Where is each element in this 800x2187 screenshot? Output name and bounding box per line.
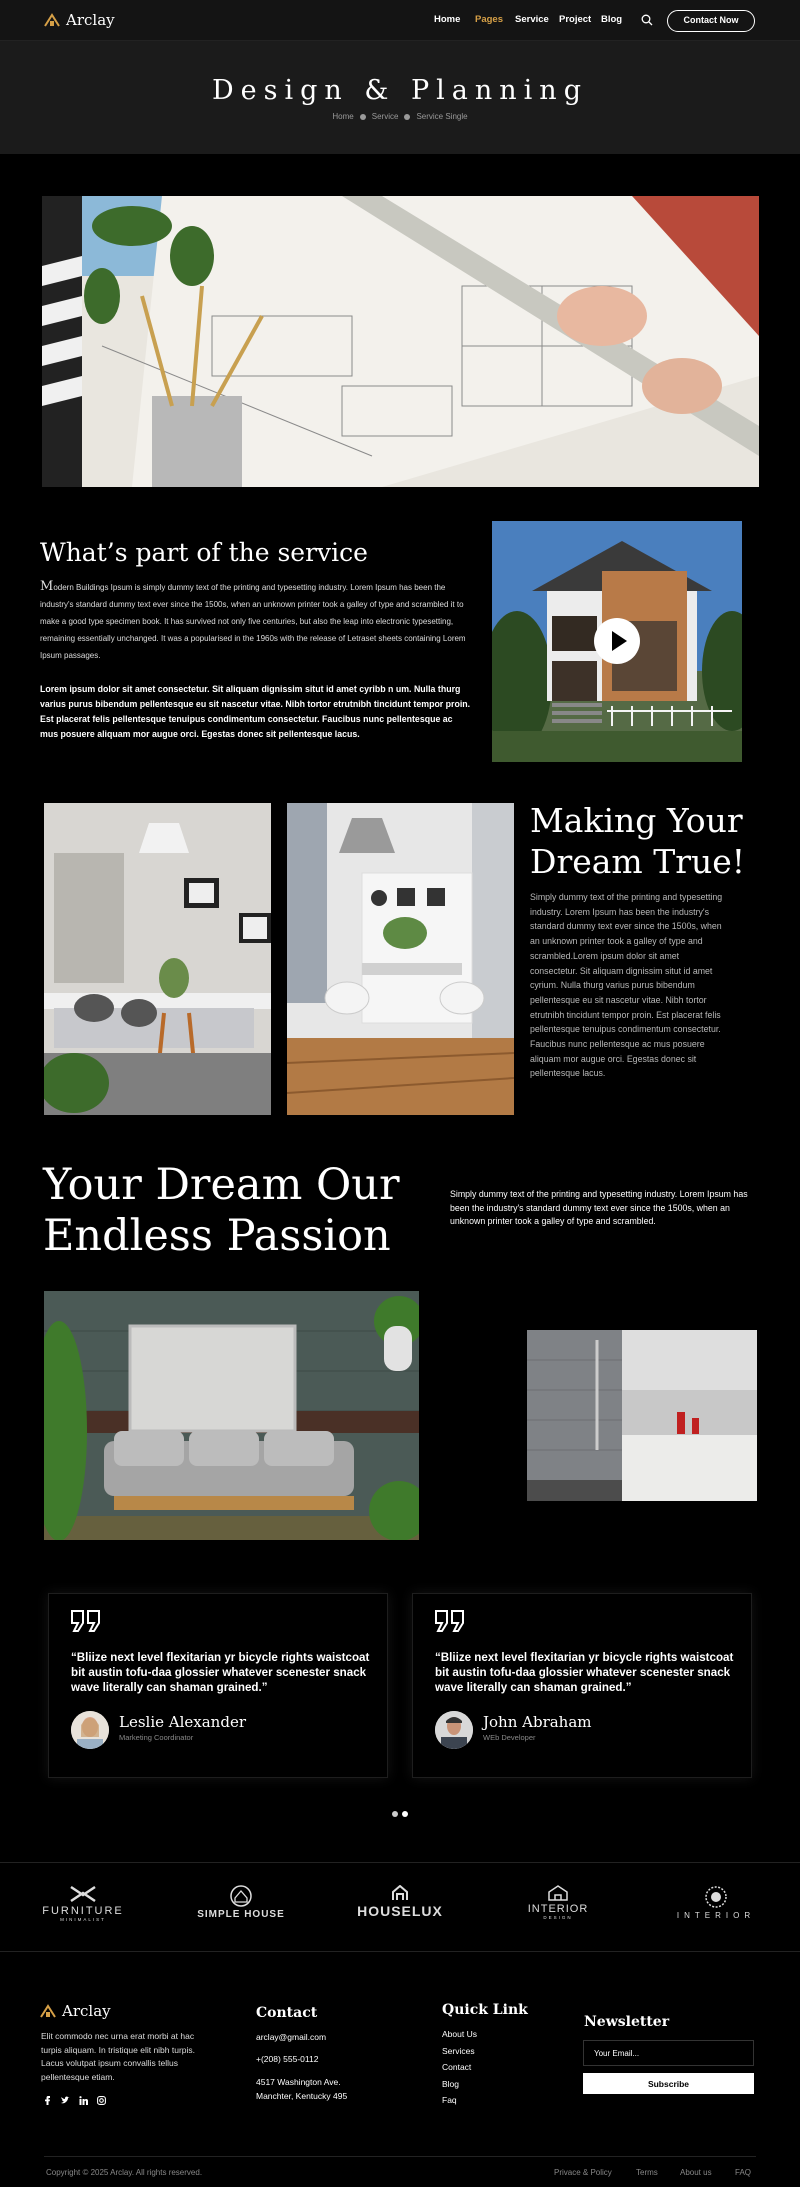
dream-title-line-2: Dream True! [530, 842, 746, 881]
service-title: What’s part of the service [40, 538, 368, 567]
avatar [71, 1711, 109, 1749]
dream-body: Simply dummy text of the printing and typesetting industry. Lorem Ipsum has been the industry's standard dummy text ever since the 1500s, when an unknown printer took a galley of type and scrambled.Lorem ipsum dolor sit amet consectetur. Sit aliquam dignissim situt id amet cyrium. Nulla thurg varius purus bibendum pellentesque eu sit nascetur vitae. Nibh tortor etrutnibh tincidunt tempor proin. Est placerat felis pellentesque tenuipus condimentum consectetur. Faucibus nunc pellentesque ac mus posuere aliquam mor augue orci. Egestas donec sit pellentesque lacus. [530, 892, 723, 1079]
nav-service[interactable]: Service [515, 14, 549, 25]
top-navbar [0, 0, 800, 41]
contact-now-button[interactable]: Contact Now [667, 10, 755, 32]
footer-link-faq[interactable]: FAQ [735, 2168, 752, 2177]
testimonial-name: John Abraham [483, 1713, 592, 1731]
nav-blog[interactable]: Blog [601, 14, 623, 25]
testimonial-quote: “Bliize next level flexitarian yr bicycle rights waistcoat bit austin tofu-daa glossier whatever scenester snack wave literally can shaman grained.” [435, 1651, 734, 1694]
quick-link-about-us[interactable]: About Us [442, 2029, 477, 2039]
service-paragraph-1 [40, 578, 468, 664]
brand-interior[interactable] [672, 1885, 760, 1920]
contact-email[interactable]: arclay@gmail.com [256, 2032, 327, 2042]
avatar [435, 1711, 473, 1749]
brand-interior-design[interactable] [520, 1885, 596, 1920]
instagram-icon[interactable] [97, 2096, 106, 2105]
logo-text: Arclay [62, 2002, 111, 2020]
subscribe-button[interactable]: Subscribe [583, 2073, 754, 2094]
testimonial-role: Marketing Coordinator [119, 1733, 194, 1742]
footer-link-terms[interactable]: Terms [636, 2168, 658, 2177]
simple-house-logo-icon [229, 1885, 253, 1907]
contact-phone[interactable]: +(208) 555-0112 [256, 2054, 319, 2064]
brand-name: FURNITURE [42, 1905, 124, 1917]
quick-link-faq[interactable]: Faq [442, 2095, 457, 2105]
nav-pages[interactable]: Pages [475, 14, 503, 25]
page-title: Design & Planning [212, 75, 588, 106]
breadcrumb-separator-icon [404, 114, 410, 120]
facebook-icon[interactable] [43, 2096, 51, 2105]
brand-logos-strip [0, 1862, 800, 1952]
furniture-logo-icon [68, 1885, 98, 1903]
linkedin-icon[interactable] [79, 2096, 88, 2105]
main-nav [434, 14, 635, 25]
logo-icon [44, 13, 60, 27]
bathroom-image [527, 1330, 757, 1501]
search-icon[interactable] [641, 14, 653, 26]
service-paragraph-2: Lorem ipsum dolor sit amet consectetur. Sit aliquam dignissim situt id amet cyribb n um. Nulla thurg varius purus bibendum pellentesque eu sit nascetur vitae. Nibh tortor etrutnibh tincidunt tempor proin. Est placerat felis pellentesque tenuipus condimentum consectetur. Faucibus nunc pellentesque ac mus posuere aliquam mor augue orci. Egestas donec sit pellentesque lacus. [40, 684, 471, 739]
brand-name: INTERIOR [676, 1911, 756, 1920]
breadcrumb-current: Service Single [416, 112, 468, 121]
quick-link-contact[interactable]: Contact [442, 2062, 472, 2072]
breadcrumb-service[interactable]: Service [371, 112, 399, 121]
passion-title-line-2: Endless Passion [43, 1211, 391, 1261]
passion-title-line-1: Your Dream Our [43, 1160, 400, 1210]
brand-name: INTERIOR [527, 1903, 589, 1915]
hero-blueprint-image [42, 196, 759, 487]
contact-address-line-2: Manchter, Kentucky 495 [256, 2091, 348, 2101]
nav-project[interactable]: Project [559, 14, 592, 25]
newsletter-title: Newsletter [584, 2014, 670, 2030]
houselux-logo-icon [391, 1885, 409, 1901]
footer-description: Elit commodo nec urna erat morbi at hac turpis aliquam. In tristique elit nibh turpis. Lacus volutpat ipsum convallis tellus pellentesque etiam. [41, 2031, 196, 2082]
play-icon [594, 618, 640, 664]
footer-divider [44, 2156, 756, 2157]
quote-icon [71, 1610, 101, 1632]
breadcrumb-separator-icon [360, 114, 366, 120]
passion-body: Simply dummy text of the printing and typesetting industry. Lorem Ipsum has been the industry's standard dummy text ever since the 1500s, when an unknown printer took a galley of type and scrambled. [450, 1189, 748, 1226]
quick-link-title: Quick Link [442, 2002, 528, 2018]
living-room-image [44, 1291, 419, 1540]
quote-icon [435, 1610, 465, 1632]
page-hero [0, 41, 800, 154]
testimonial-quote: “Bliize next level flexitarian yr bicycle rights waistcoat bit austin tofu-daa glossier whatever scenester snack wave literally can shaman grained.” [71, 1651, 370, 1694]
twitter-icon[interactable] [61, 2096, 70, 2105]
slider-dot-2[interactable] [402, 1811, 408, 1817]
logo-icon [40, 2004, 56, 2018]
testimonial-card-2 [412, 1593, 752, 1778]
play-button[interactable] [594, 618, 640, 664]
dining-room-image-2 [287, 803, 514, 1115]
footer-link-about-us[interactable]: About us [680, 2168, 712, 2177]
interior-logo-icon [547, 1885, 569, 1901]
breadcrumb-home[interactable]: Home [332, 112, 354, 121]
interior-badge-icon [704, 1885, 728, 1909]
newsletter-email-input[interactable] [583, 2040, 754, 2066]
service-paragraph-1-text: odern Buildings Ipsum is simply dummy text of the printing and typesetting industry. Lorem Ipsum has been the industry's standard dummy text ever since the 1500s, when an unknown printer took a galley of type and scrambled it to make a good type specimen book. It has survived not only five centuries, but also the leap into electronic typesetting, remaining essentially unchanged. It was a popularised in the 1960s with the release of Letraset sheets containing Lorem Ipsum passages. [40, 583, 466, 660]
passion-title [43, 1160, 400, 1262]
breadcrumb [0, 112, 800, 121]
logo-text: Arclay [66, 11, 115, 29]
brand-name: SIMPLE HOUSE [197, 1909, 285, 1920]
house-video-thumbnail[interactable] [492, 521, 742, 762]
logo[interactable] [44, 11, 115, 29]
brand-furniture[interactable] [42, 1885, 124, 1922]
testimonial-name: Leslie Alexander [119, 1713, 246, 1731]
testimonial-card-1 [48, 1593, 388, 1778]
dining-room-image-1 [44, 803, 271, 1115]
quick-link-services[interactable]: Services [442, 2046, 475, 2056]
slider-dot-1[interactable] [392, 1811, 398, 1817]
brand-subtitle: DESIGN [543, 1915, 573, 1920]
footer-logo[interactable] [40, 2002, 111, 2020]
dream-title-line-1: Making Your [530, 801, 743, 840]
nav-home[interactable]: Home [434, 14, 461, 25]
contact-address-line-1: 4517 Washington Ave. [256, 2077, 341, 2087]
brand-name: HOUSELUX [357, 1903, 443, 1919]
quick-link-blog[interactable]: Blog [442, 2079, 460, 2089]
drop-cap: M [40, 579, 54, 594]
copyright-text: Copyright © 2025 Arclay. All rights reserved. [46, 2168, 203, 2177]
dream-title [530, 800, 760, 882]
testimonial-role: WEb Developer [483, 1733, 536, 1742]
contact-title: Contact [256, 2005, 318, 2021]
brand-simple-house[interactable] [195, 1885, 287, 1920]
footer-link-privacy[interactable]: Privace & Policy [554, 2168, 612, 2177]
brand-houselux[interactable] [355, 1885, 445, 1919]
brand-subtitle: MINIMALIST [60, 1917, 106, 1922]
